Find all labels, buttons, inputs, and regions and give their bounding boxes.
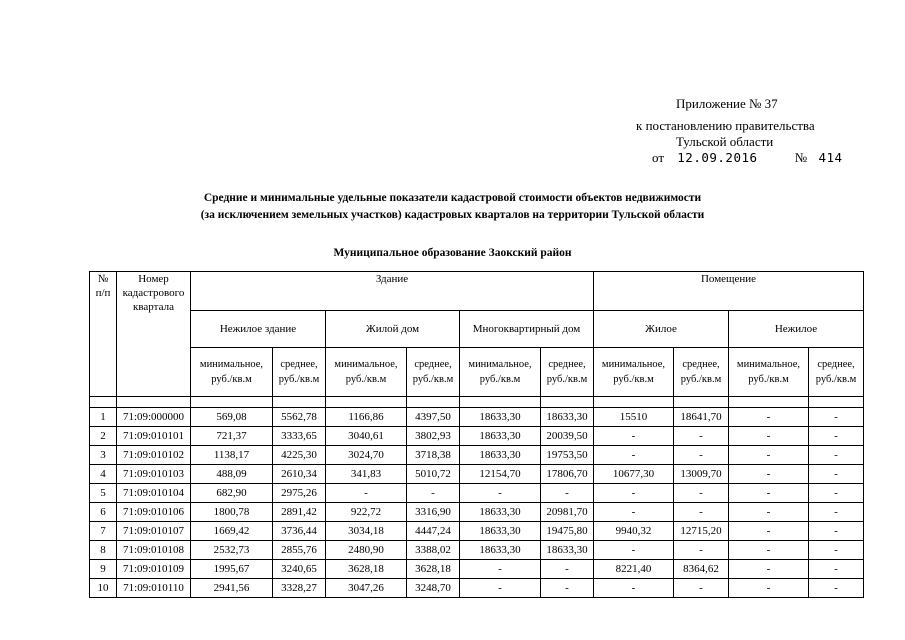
value-cell: 3248,70 <box>407 579 460 598</box>
header-building: Здание <box>191 272 594 311</box>
value-cell: 2532,73 <box>191 541 273 560</box>
value-cell: 8364,62 <box>674 560 729 579</box>
value-cell: - <box>729 408 809 427</box>
decree-date: 12.09.2016 <box>677 150 758 165</box>
row-number-cell: 4 <box>90 465 117 484</box>
value-cell: - <box>594 579 674 598</box>
quarter-cell: 71:09:010110 <box>117 579 191 598</box>
value-cell: 721,37 <box>191 427 273 446</box>
value-cell: - <box>541 484 594 503</box>
value-cell: - <box>674 541 729 560</box>
value-cell: - <box>729 446 809 465</box>
document-title-line1: Средние и минимальные удельные показатели кадастровой стоимости объектов недвижимости <box>203 192 702 204</box>
value-cell: 1800,78 <box>191 503 273 522</box>
value-cell: 3736,44 <box>273 522 326 541</box>
value-cell: - <box>809 522 864 541</box>
value-cell: 2855,76 <box>273 541 326 560</box>
header-minimum: минимальное, руб./кв.м <box>729 348 809 397</box>
value-cell: 488,09 <box>191 465 273 484</box>
header-quarter-number: Номер кадастрового квартала <box>117 272 191 397</box>
value-cell: - <box>594 484 674 503</box>
value-cell: - <box>729 484 809 503</box>
value-cell: 18633,30 <box>460 503 541 522</box>
appendix-decree: к постановлению правительства <box>636 118 815 133</box>
value-cell: - <box>729 560 809 579</box>
value-cell: - <box>809 541 864 560</box>
row-number-cell: 3 <box>90 446 117 465</box>
value-cell: - <box>407 484 460 503</box>
value-cell: - <box>460 560 541 579</box>
value-cell: 2480,90 <box>326 541 407 560</box>
value-cell: 18633,30 <box>460 408 541 427</box>
row-number-cell: 9 <box>90 560 117 579</box>
value-cell: - <box>674 427 729 446</box>
value-cell: 1166,86 <box>326 408 407 427</box>
value-cell: 3628,18 <box>407 560 460 579</box>
value-cell: 3024,70 <box>326 446 407 465</box>
value-cell: - <box>594 541 674 560</box>
header-residential-house: Жилой дом <box>326 311 460 348</box>
value-cell: 2891,42 <box>273 503 326 522</box>
appendix-region: Тульской области <box>676 134 774 149</box>
value-cell: - <box>460 484 541 503</box>
value-cell: - <box>729 427 809 446</box>
value-cell: 12154,70 <box>460 465 541 484</box>
value-cell: 18633,30 <box>460 427 541 446</box>
value-cell: - <box>809 579 864 598</box>
quarter-cell: 71:09:010109 <box>117 560 191 579</box>
header-residential-premises: Жилое <box>594 311 729 348</box>
value-cell: - <box>809 446 864 465</box>
header-row-number: № п/п <box>90 272 117 397</box>
municipality-title: Муниципальное образование Заокский район <box>333 247 572 259</box>
header-apartment-building: Многоквартирный дом <box>460 311 594 348</box>
table-row <box>90 579 864 598</box>
value-cell: 15510 <box>594 408 674 427</box>
value-cell: - <box>729 503 809 522</box>
row-number-cell: 2 <box>90 427 117 446</box>
value-cell: 20039,50 <box>541 427 594 446</box>
value-cell: - <box>460 579 541 598</box>
quarter-cell: 71:09:010101 <box>117 427 191 446</box>
value-cell: 12715,20 <box>674 522 729 541</box>
value-cell: - <box>674 503 729 522</box>
value-cell: 1669,42 <box>191 522 273 541</box>
header-average: среднее, руб./кв.м <box>407 348 460 397</box>
value-cell: 20981,70 <box>541 503 594 522</box>
quarter-cell: 71:09:010108 <box>117 541 191 560</box>
value-cell: 18633,30 <box>541 408 594 427</box>
header-average: среднее, руб./кв.м <box>809 348 864 397</box>
value-cell: 9940,32 <box>594 522 674 541</box>
header-premises: Помещение <box>594 272 864 311</box>
quarter-cell: 71:09:010107 <box>117 522 191 541</box>
table-row <box>90 522 864 541</box>
number-prefix: № <box>794 150 808 165</box>
value-cell: - <box>809 408 864 427</box>
value-cell: - <box>729 541 809 560</box>
appendix-number: Приложение № 37 <box>676 96 778 111</box>
value-cell: 18641,70 <box>674 408 729 427</box>
value-cell: - <box>674 579 729 598</box>
document-title-line2: (за исключением земельных участков) кадастровых кварталов на территории Тульской области <box>200 209 705 221</box>
value-cell: - <box>674 446 729 465</box>
value-cell: 13009,70 <box>674 465 729 484</box>
header-minimum: минимальное, руб./кв.м <box>326 348 407 397</box>
value-cell: 18633,30 <box>541 541 594 560</box>
value-cell: - <box>729 522 809 541</box>
value-cell: 19475,80 <box>541 522 594 541</box>
table-row <box>90 541 864 560</box>
row-number-cell: 6 <box>90 503 117 522</box>
quarter-cell: 71:09:010103 <box>117 465 191 484</box>
value-cell: 18633,30 <box>460 541 541 560</box>
value-cell: 10677,30 <box>594 465 674 484</box>
table-row <box>90 446 864 465</box>
value-cell: - <box>594 427 674 446</box>
table-row <box>90 427 864 446</box>
row-number-cell: 8 <box>90 541 117 560</box>
value-cell: - <box>594 446 674 465</box>
value-cell: 1995,67 <box>191 560 273 579</box>
header-average: среднее, руб./кв.м <box>541 348 594 397</box>
value-cell: 3047,26 <box>326 579 407 598</box>
value-cell: 341,83 <box>326 465 407 484</box>
value-cell: - <box>809 427 864 446</box>
value-cell: - <box>326 484 407 503</box>
value-cell: 2975,26 <box>273 484 326 503</box>
value-cell: 922,72 <box>326 503 407 522</box>
value-cell: 569,08 <box>191 408 273 427</box>
value-cell: 3802,93 <box>407 427 460 446</box>
header-minimum: минимальное, руб./кв.м <box>191 348 273 397</box>
value-cell: 8221,40 <box>594 560 674 579</box>
date-prefix: от <box>652 150 665 165</box>
value-cell: 2941,56 <box>191 579 273 598</box>
value-cell: 1138,17 <box>191 446 273 465</box>
value-cell: 3628,18 <box>326 560 407 579</box>
table-row <box>90 560 864 579</box>
value-cell: 4447,24 <box>407 522 460 541</box>
value-cell: 3388,02 <box>407 541 460 560</box>
value-cell: 3333,65 <box>273 427 326 446</box>
value-cell: 17806,70 <box>541 465 594 484</box>
row-number-cell: 10 <box>90 579 117 598</box>
value-cell: 5010,72 <box>407 465 460 484</box>
value-cell: - <box>729 579 809 598</box>
value-cell: - <box>594 503 674 522</box>
value-cell: - <box>674 484 729 503</box>
value-cell: 4225,30 <box>273 446 326 465</box>
value-cell: - <box>541 560 594 579</box>
value-cell: - <box>729 465 809 484</box>
value-cell: 3316,90 <box>407 503 460 522</box>
value-cell: 3240,65 <box>273 560 326 579</box>
header-minimum: минимальное, руб./кв.м <box>460 348 541 397</box>
appendix-date-row <box>652 150 843 166</box>
quarter-cell: 71:09:000000 <box>117 408 191 427</box>
value-cell: 3718,38 <box>407 446 460 465</box>
value-cell: 3034,18 <box>326 522 407 541</box>
quarter-cell: 71:09:010106 <box>117 503 191 522</box>
value-cell: 2610,34 <box>273 465 326 484</box>
value-cell: 18633,30 <box>460 446 541 465</box>
value-cell: 18633,30 <box>460 522 541 541</box>
value-cell: 19753,50 <box>541 446 594 465</box>
value-cell: 4397,50 <box>407 408 460 427</box>
table-row <box>90 484 864 503</box>
value-cell: 3040,61 <box>326 427 407 446</box>
header-minimum: минимальное, руб./кв.м <box>594 348 674 397</box>
value-cell: 5562,78 <box>273 408 326 427</box>
decree-number: 414 <box>818 150 843 165</box>
value-cell: - <box>809 484 864 503</box>
table-row <box>90 503 864 522</box>
header-average: среднее, руб./кв.м <box>273 348 326 397</box>
cadastral-value-table <box>89 271 864 598</box>
value-cell: - <box>541 579 594 598</box>
table-row <box>90 465 864 484</box>
quarter-cell: 71:09:010102 <box>117 446 191 465</box>
value-cell: 682,90 <box>191 484 273 503</box>
header-average: среднее, руб./кв.м <box>674 348 729 397</box>
row-number-cell: 7 <box>90 522 117 541</box>
quarter-cell: 71:09:010104 <box>117 484 191 503</box>
value-cell: - <box>809 465 864 484</box>
row-number-cell: 5 <box>90 484 117 503</box>
value-cell: 3328,27 <box>273 579 326 598</box>
value-cell: - <box>809 560 864 579</box>
header-nonresidential-building: Нежилое здание <box>191 311 326 348</box>
row-number-cell: 1 <box>90 408 117 427</box>
value-cell: - <box>809 503 864 522</box>
header-nonresidential-premises: Нежилое <box>729 311 864 348</box>
table-row <box>90 408 864 427</box>
